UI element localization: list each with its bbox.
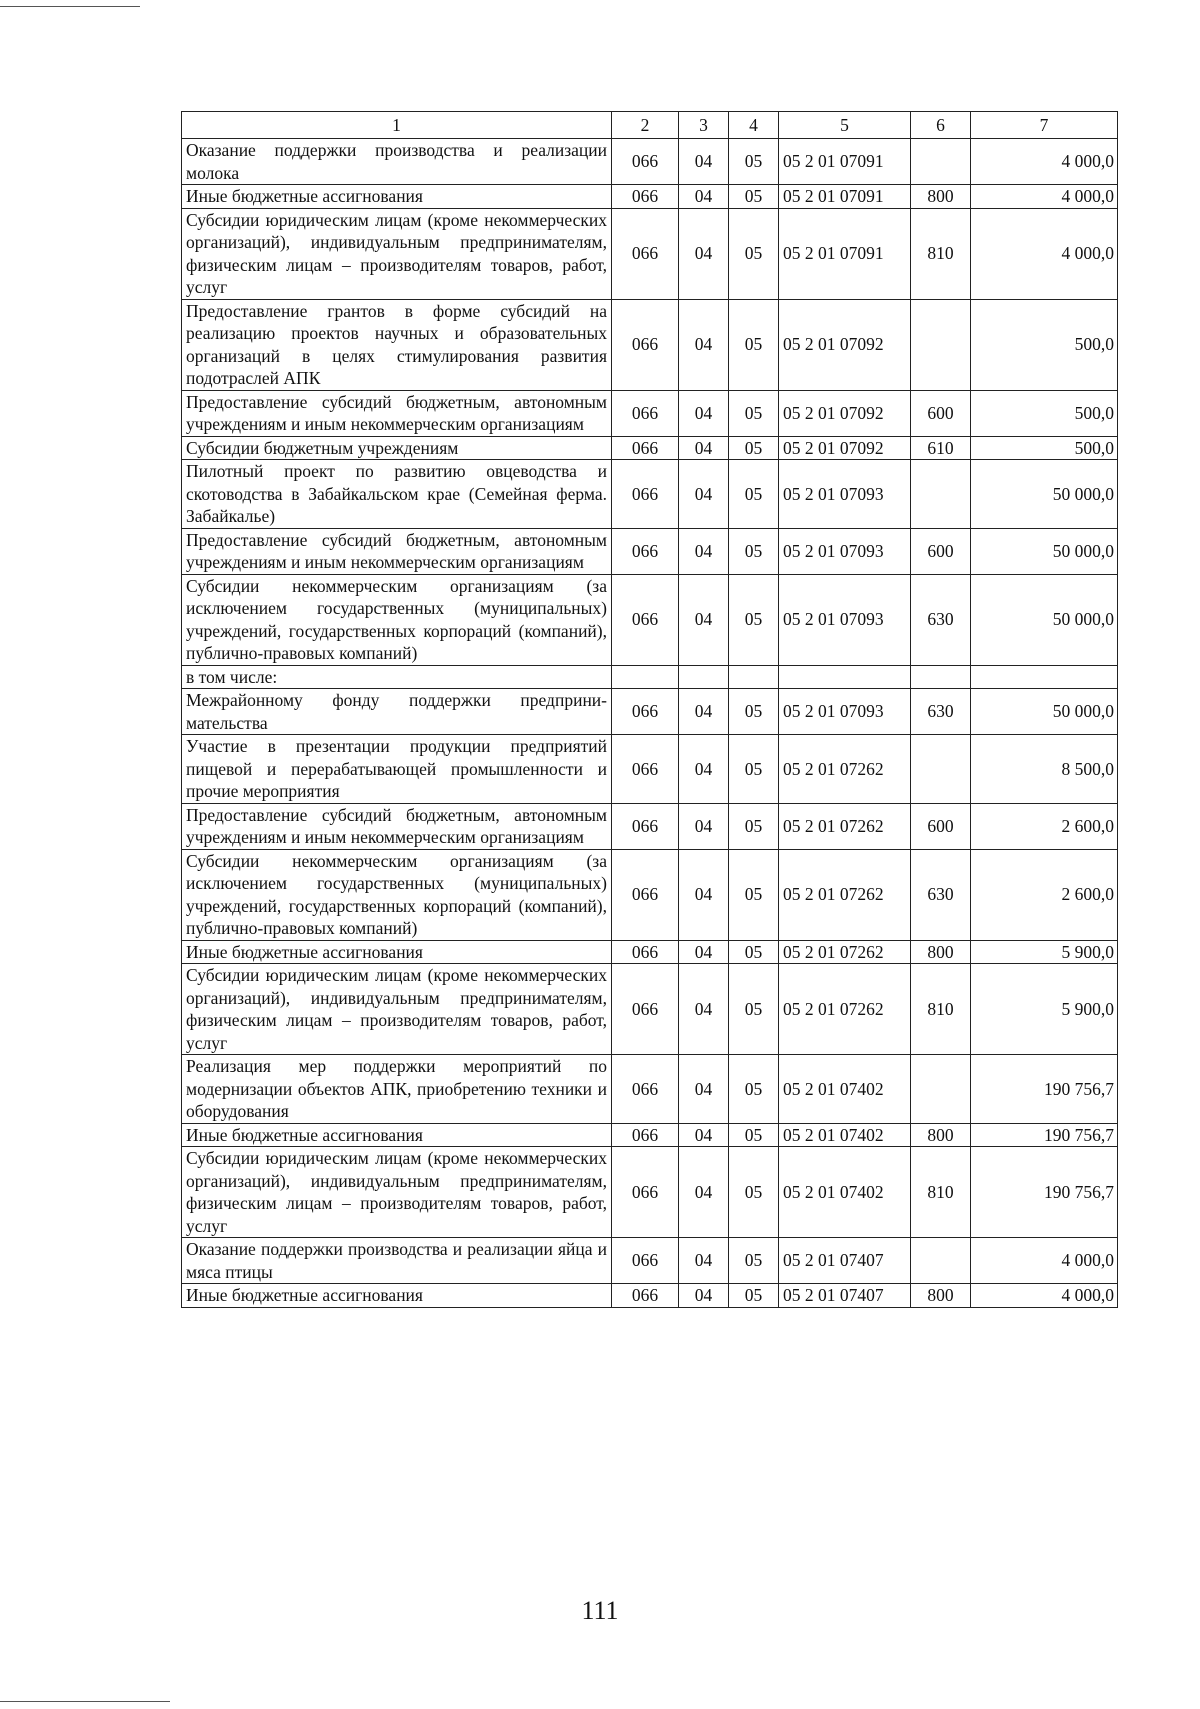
row-expense-type: 600: [911, 803, 971, 849]
row-ved-code: 066: [612, 436, 679, 460]
row-ved-code: 066: [612, 574, 679, 665]
row-name: Межрайонному фонду поддержки предпринимательства: [182, 689, 612, 735]
row-expense-type: 810: [911, 208, 971, 299]
row-expense-type: [911, 665, 971, 689]
row-subsection: 05: [729, 964, 779, 1055]
row-expense-type: [911, 460, 971, 529]
table-body: [182, 139, 1118, 1308]
row-ved-code: 066: [612, 139, 679, 185]
row-name: Оказание поддержки производства и реализации молока: [182, 139, 612, 185]
row-amount: 50 000,0: [971, 528, 1118, 574]
row-amount: 500,0: [971, 436, 1118, 460]
table-row: [182, 1147, 1118, 1238]
header-col-6: 6: [911, 112, 971, 139]
table-row: [182, 390, 1118, 436]
row-section: [679, 665, 729, 689]
row-name: Реализация мер поддержки мероприятий по модернизации объектов АПК, приобретению техники и оборудования: [182, 1055, 612, 1124]
row-name: Субсидии некоммерческим организациям (за исключением государственных (муниципальных) учреждений, государственных корпораций (компаний), публично-правовых компаний): [182, 849, 612, 940]
row-section: 04: [679, 574, 729, 665]
row-subsection: 05: [729, 460, 779, 529]
row-section: 04: [679, 803, 729, 849]
row-amount: 190 756,7: [971, 1147, 1118, 1238]
row-name: в том числе:: [182, 665, 612, 689]
row-name: Иные бюджетные ассигнования: [182, 1123, 612, 1147]
table-row: [182, 735, 1118, 804]
row-expense-type: 800: [911, 1123, 971, 1147]
row-section: 04: [679, 139, 729, 185]
row-target-code: [779, 665, 911, 689]
row-expense-type: 800: [911, 185, 971, 209]
header-col-7: 7: [971, 112, 1118, 139]
row-name: Иные бюджетные ассигнования: [182, 1284, 612, 1308]
row-section: 04: [679, 436, 729, 460]
row-target-code: 05 2 01 07402: [779, 1147, 911, 1238]
row-amount: 4 000,0: [971, 139, 1118, 185]
row-ved-code: [612, 665, 679, 689]
row-section: 04: [679, 940, 729, 964]
row-target-code: 05 2 01 07091: [779, 139, 911, 185]
row-subsection: [729, 665, 779, 689]
row-target-code: 05 2 01 07092: [779, 299, 911, 390]
row-subsection: 05: [729, 689, 779, 735]
row-subsection: 05: [729, 849, 779, 940]
row-section: 04: [679, 185, 729, 209]
row-target-code: 05 2 01 07262: [779, 803, 911, 849]
table-row: [182, 964, 1118, 1055]
row-subsection: 05: [729, 940, 779, 964]
row-expense-type: 810: [911, 964, 971, 1055]
header-col-5: 5: [779, 112, 911, 139]
row-expense-type: 600: [911, 390, 971, 436]
row-ved-code: 066: [612, 528, 679, 574]
row-subsection: 05: [729, 1147, 779, 1238]
row-target-code: 05 2 01 07407: [779, 1284, 911, 1308]
row-name: Субсидии некоммерческим организациям (за исключением государственных (муниципальных) учреждений, государственных корпораций (компаний), публично-правовых компаний): [182, 574, 612, 665]
row-expense-type: [911, 735, 971, 804]
header-row: [182, 112, 1118, 139]
header-col-3: 3: [679, 112, 729, 139]
row-subsection: 05: [729, 1284, 779, 1308]
row-ved-code: 066: [612, 1284, 679, 1308]
row-expense-type: [911, 1238, 971, 1284]
row-expense-type: 800: [911, 940, 971, 964]
row-subsection: 05: [729, 436, 779, 460]
row-expense-type: [911, 1055, 971, 1124]
table-row: [182, 940, 1118, 964]
row-amount: 190 756,7: [971, 1123, 1118, 1147]
table-row: [182, 528, 1118, 574]
row-section: 04: [679, 390, 729, 436]
row-target-code: 05 2 01 07092: [779, 436, 911, 460]
row-ved-code: 066: [612, 849, 679, 940]
row-expense-type: 630: [911, 689, 971, 735]
row-section: 04: [679, 1147, 729, 1238]
row-section: 04: [679, 1055, 729, 1124]
scan-edge-mark: [0, 6, 140, 7]
row-subsection: 05: [729, 139, 779, 185]
row-target-code: 05 2 01 07091: [779, 185, 911, 209]
row-section: 04: [679, 964, 729, 1055]
table-row: [182, 849, 1118, 940]
row-ved-code: 066: [612, 1055, 679, 1124]
row-amount: 5 900,0: [971, 940, 1118, 964]
table-row: [182, 689, 1118, 735]
row-name: Участие в презентации продукции предприятий пищевой и перерабатывающей промышленности и прочие мероприятия: [182, 735, 612, 804]
row-ved-code: 066: [612, 735, 679, 804]
row-ved-code: 066: [612, 803, 679, 849]
row-ved-code: 066: [612, 299, 679, 390]
row-amount: 4 000,0: [971, 208, 1118, 299]
row-expense-type: 630: [911, 849, 971, 940]
row-name: Субсидии юридическим лицам (кроме некоммерческих организаций), индивидуальным предпринимателям, физическим лицам – производителям товаров, работ, услуг: [182, 1147, 612, 1238]
row-subsection: 05: [729, 390, 779, 436]
row-name: Предоставление грантов в форме субсидий на реализацию проектов научных и образовательных организаций в целях стимулирования развития подотраслей АПК: [182, 299, 612, 390]
row-target-code: 05 2 01 07091: [779, 208, 911, 299]
row-amount: 500,0: [971, 299, 1118, 390]
row-subsection: 05: [729, 528, 779, 574]
table-row: [182, 1123, 1118, 1147]
row-subsection: 05: [729, 185, 779, 209]
header-col-1: 1: [182, 112, 612, 139]
row-amount: 4 000,0: [971, 185, 1118, 209]
row-amount: 4 000,0: [971, 1284, 1118, 1308]
row-amount: 50 000,0: [971, 574, 1118, 665]
row-subsection: 05: [729, 574, 779, 665]
table-header: [182, 112, 1118, 139]
row-amount: 50 000,0: [971, 460, 1118, 529]
row-expense-type: 800: [911, 1284, 971, 1308]
row-name: Оказание поддержки производства и реализации яйца и мяса птицы: [182, 1238, 612, 1284]
row-expense-type: 630: [911, 574, 971, 665]
row-amount: 50 000,0: [971, 689, 1118, 735]
row-ved-code: 066: [612, 185, 679, 209]
row-subsection: 05: [729, 299, 779, 390]
row-amount: 8 500,0: [971, 735, 1118, 804]
row-target-code: 05 2 01 07262: [779, 964, 911, 1055]
row-subsection: 05: [729, 208, 779, 299]
row-expense-type: [911, 139, 971, 185]
row-amount: 2 600,0: [971, 803, 1118, 849]
row-name: Предоставление субсидий бюджетным, автономным учреждениям и иным некоммерческим организациям: [182, 390, 612, 436]
row-name: Пилотный проект по развитию овцеводства и скотоводства в Забайкальском крае (Семейная ферма. Забайкалье): [182, 460, 612, 529]
header-col-2: 2: [612, 112, 679, 139]
row-amount: 5 900,0: [971, 964, 1118, 1055]
row-ved-code: 066: [612, 208, 679, 299]
row-section: 04: [679, 1238, 729, 1284]
row-section: 04: [679, 208, 729, 299]
row-name: Субсидии бюджетным учреждениям: [182, 436, 612, 460]
row-expense-type: 600: [911, 528, 971, 574]
row-expense-type: 810: [911, 1147, 971, 1238]
row-section: 04: [679, 299, 729, 390]
row-target-code: 05 2 01 07402: [779, 1055, 911, 1124]
row-name: Субсидии юридическим лицам (кроме некоммерческих организаций), индивидуальным предпринимателям, физическим лицам – производителям товаров, работ, услуг: [182, 964, 612, 1055]
table-row: [182, 460, 1118, 529]
row-ved-code: 066: [612, 1238, 679, 1284]
row-subsection: 05: [729, 735, 779, 804]
row-amount: 2 600,0: [971, 849, 1118, 940]
row-target-code: 05 2 01 07093: [779, 574, 911, 665]
table-row: [182, 299, 1118, 390]
row-section: 04: [679, 735, 729, 804]
row-ved-code: 066: [612, 689, 679, 735]
row-ved-code: 066: [612, 1147, 679, 1238]
table-row: [182, 803, 1118, 849]
row-name: Субсидии юридическим лицам (кроме некоммерческих организаций), индивидуальным предпринимателям, физическим лицам – производителям товаров, работ, услуг: [182, 208, 612, 299]
row-section: 04: [679, 528, 729, 574]
row-target-code: 05 2 01 07402: [779, 1123, 911, 1147]
row-amount: 500,0: [971, 390, 1118, 436]
row-section: 04: [679, 460, 729, 529]
row-amount: 4 000,0: [971, 1238, 1118, 1284]
row-section: 04: [679, 849, 729, 940]
row-section: 04: [679, 1123, 729, 1147]
table-row: [182, 436, 1118, 460]
row-target-code: 05 2 01 07262: [779, 940, 911, 964]
row-name: Иные бюджетные ассигнования: [182, 185, 612, 209]
row-ved-code: 066: [612, 1123, 679, 1147]
row-expense-type: [911, 299, 971, 390]
row-name: Предоставление субсидий бюджетным, автономным учреждениям и иным некоммерческим организациям: [182, 528, 612, 574]
row-ved-code: 066: [612, 390, 679, 436]
row-amount: [971, 665, 1118, 689]
row-target-code: 05 2 01 07262: [779, 735, 911, 804]
row-subsection: 05: [729, 1055, 779, 1124]
row-target-code: 05 2 01 07093: [779, 460, 911, 529]
row-ved-code: 066: [612, 964, 679, 1055]
table-row: [182, 1055, 1118, 1124]
table-row: [182, 574, 1118, 665]
table-row: [182, 208, 1118, 299]
page-number: 111: [581, 1596, 619, 1625]
table-row: [182, 1238, 1118, 1284]
header-col-4: 4: [729, 112, 779, 139]
row-target-code: 05 2 01 07092: [779, 390, 911, 436]
row-ved-code: 066: [612, 460, 679, 529]
row-ved-code: 066: [612, 940, 679, 964]
row-target-code: 05 2 01 07093: [779, 689, 911, 735]
row-name: Иные бюджетные ассигнования: [182, 940, 612, 964]
row-target-code: 05 2 01 07093: [779, 528, 911, 574]
row-target-code: 05 2 01 07262: [779, 849, 911, 940]
table-row: [182, 665, 1118, 689]
table-row: [182, 139, 1118, 185]
row-subsection: 05: [729, 1238, 779, 1284]
row-amount: 190 756,7: [971, 1055, 1118, 1124]
row-subsection: 05: [729, 803, 779, 849]
budget-table: [181, 111, 1118, 1308]
row-target-code: 05 2 01 07407: [779, 1238, 911, 1284]
row-subsection: 05: [729, 1123, 779, 1147]
row-name: Предоставление субсидий бюджетным, автономным учреждениям и иным некоммерческим организациям: [182, 803, 612, 849]
table-row: [182, 185, 1118, 209]
row-section: 04: [679, 689, 729, 735]
table-row: [182, 1284, 1118, 1308]
row-expense-type: 610: [911, 436, 971, 460]
scan-edge-mark: [0, 1701, 170, 1702]
row-section: 04: [679, 1284, 729, 1308]
